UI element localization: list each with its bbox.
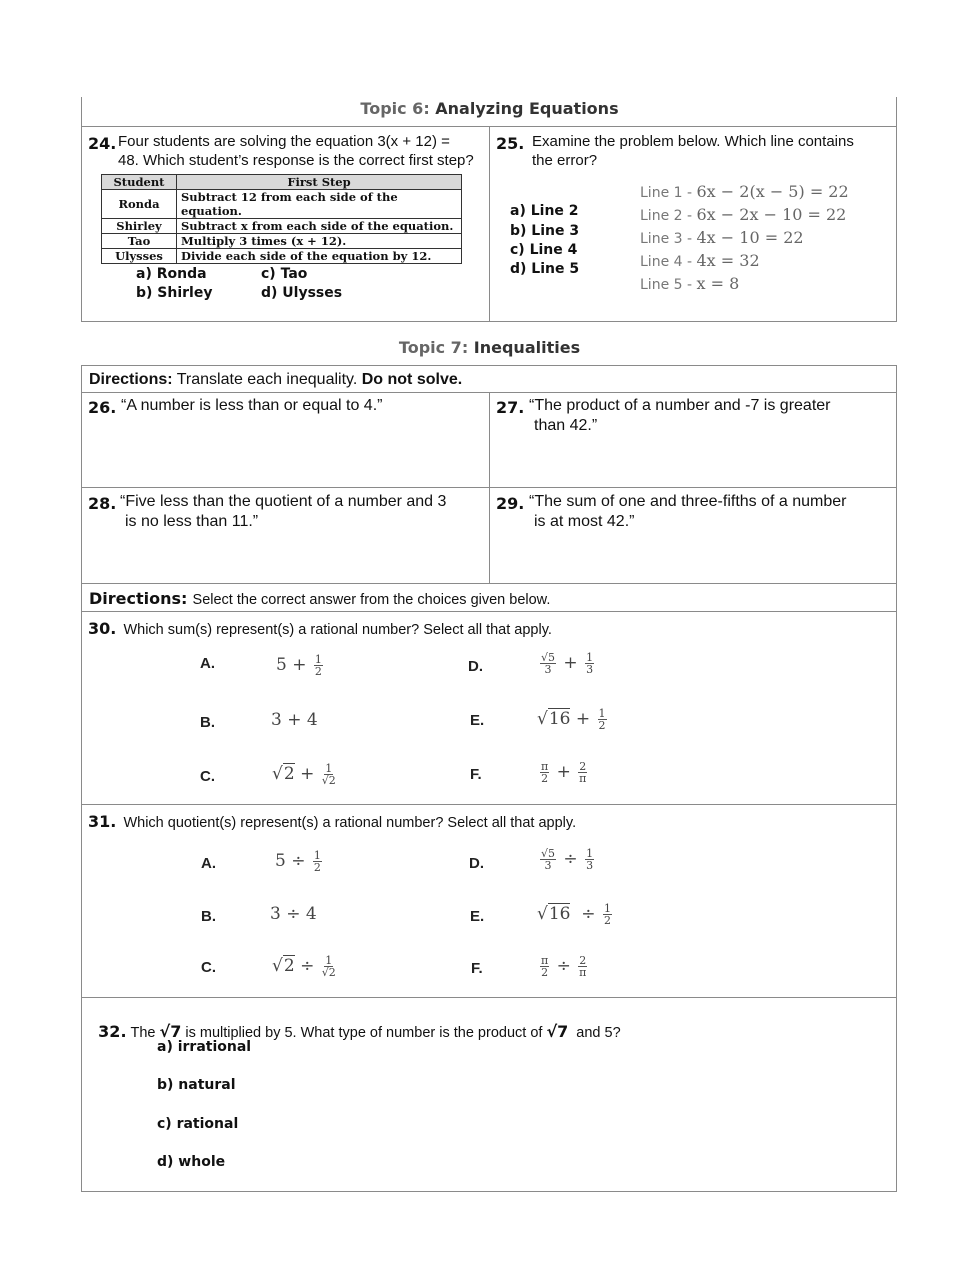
problem-line-2: Line 2 - 6x − 2x − 10 = 22 — [640, 205, 847, 224]
q25-choice-b[interactable]: b) Line 3 — [510, 223, 580, 239]
problem-line-1: Line 1 - 6x − 2(x − 5) = 22 — [640, 182, 849, 201]
divider — [81, 804, 897, 805]
sqrt-7-symbol: √7 — [159, 1022, 182, 1041]
q30-option-b[interactable]: B. — [200, 714, 215, 731]
directions-select: Directions: Select the correct answer from the choices given below. — [89, 589, 551, 608]
topic-7-title — [0, 338, 979, 357]
q30-option-c[interactable]: C. — [200, 768, 215, 785]
q30-expr-a: 5 + $\frac{1}{2}$ — [276, 653, 322, 678]
problem-line-5: Line 5 - x = 8 — [640, 274, 740, 293]
q25-choice-a[interactable]: a) Line 2 — [510, 203, 579, 219]
question-number: 25. — [496, 134, 525, 153]
q31-expr-f: $\frac{\pi}{2}$ ÷ $\frac{2}{\pi}$ — [541, 954, 587, 979]
topic-7-prefix: Topic 7: — [398, 338, 474, 357]
q32-choice-a[interactable]: a) irrational — [157, 1039, 252, 1055]
table-row: Ronda Subtract 12 from each side of the equation. — [102, 190, 462, 219]
question-24-text: Four students are solving the equation 3(x + 12) = 48. Which student’s response is the correct first step? — [118, 133, 474, 169]
question-29-text: “The sum of one and three-fifths of a number is at most 42.” — [529, 493, 847, 530]
question-number: 30. — [88, 619, 117, 638]
problem-line-4: Line 4 - 4x = 32 — [640, 251, 760, 270]
q24-choice-a[interactable]: a) Ronda — [136, 266, 207, 282]
question-number: 26. — [88, 398, 117, 417]
sqrt-7-symbol: √7 — [546, 1022, 569, 1041]
q31-option-a[interactable]: A. — [201, 855, 216, 872]
q25-choice-c[interactable]: c) Line 4 — [510, 242, 578, 258]
answer-area-29[interactable] — [490, 536, 896, 582]
question-30 — [88, 619, 552, 640]
q25-choice-d[interactable]: d) Line 5 — [510, 261, 580, 277]
topic-6-prefix: Topic 6: — [360, 99, 436, 118]
topic-7-name: Inequalities — [473, 338, 581, 357]
question-number: 27. — [496, 398, 525, 417]
question-32: 32. The √7 is multiplied by 5. What type of number is the product of √7 and 5? — [98, 1022, 621, 1041]
question-number: 29. — [496, 494, 525, 513]
q30-expr-e: √16 + $\frac{1}{2}$ — [537, 707, 606, 732]
divider — [81, 611, 897, 612]
q31-expr-a: 5 ÷ $\frac{1}{2}$ — [275, 849, 321, 874]
question-31-text: Which quotient(s) represent(s) a rational number? Select all that apply. — [123, 815, 577, 831]
q32-choice-c[interactable]: c) rational — [157, 1116, 239, 1132]
answer-area-26[interactable] — [82, 420, 488, 486]
question-30-text: Which sum(s) represent(s) a rational number? Select all that apply. — [123, 622, 552, 638]
q32-choice-b[interactable]: b) natural — [157, 1077, 236, 1093]
topic6-column-divider — [489, 126, 490, 322]
q24-choice-c[interactable]: c) Tao — [261, 266, 308, 282]
directions-emphasis: Do not solve. — [361, 371, 463, 388]
answer-area-28[interactable] — [82, 536, 488, 582]
divider — [81, 997, 897, 998]
topic-6-name: Analyzing Equations — [435, 99, 619, 118]
problem-line-3: Line 3 - 4x − 10 = 22 — [640, 228, 804, 247]
answer-area-27[interactable] — [490, 440, 896, 486]
q30-option-e[interactable]: E. — [470, 712, 485, 729]
q30-expr-c: √2 + $\frac{1}{√2}$ — [272, 762, 336, 787]
q24-choice-b[interactable]: b) Shirley — [136, 285, 213, 301]
q31-expr-d: $\frac{√5}{3}$ ÷ $\frac{1}{3}$ — [541, 847, 594, 872]
directions-label: Directions: — [89, 371, 173, 388]
table-row: Tao Multiply 3 times (x + 12). — [102, 234, 462, 249]
topic-6-title — [0, 99, 979, 118]
error-problem-lines — [640, 181, 849, 296]
q31-option-c[interactable]: C. — [201, 959, 216, 976]
q30-option-a[interactable]: A. — [200, 655, 215, 672]
question-number: 32. — [98, 1022, 127, 1041]
student-steps-table — [101, 174, 462, 264]
topic6-left-edge — [81, 97, 82, 322]
q31-option-b[interactable]: B. — [201, 908, 216, 925]
question-27-text: “The product of a number and -7 is greater than 42.” — [529, 397, 831, 434]
question-number: 31. — [88, 812, 117, 831]
question-number: 28. — [88, 494, 117, 513]
q31-expr-c: √2 ÷ $\frac{1}{√2}$ — [272, 954, 336, 979]
q30-expr-b: 3 + 4 — [271, 710, 318, 730]
q31-option-d[interactable]: D. — [469, 855, 484, 872]
q31-option-e[interactable]: E. — [470, 908, 485, 925]
table-row: Ulysses Divide each side of the equation by 12. — [102, 249, 462, 264]
q31-expr-b: 3 ÷ 4 — [270, 904, 317, 924]
directions-label: Directions: — [89, 589, 188, 608]
question-31 — [88, 812, 576, 833]
q24-choice-d[interactable]: d) Ulysses — [261, 285, 343, 301]
question-26-text: “A number is less than or equal to 4.” — [121, 397, 383, 414]
table-header-student: Student — [102, 175, 177, 190]
directions-translate: Directions: Translate each inequality. Do not solve. — [89, 371, 463, 388]
table-row: Shirley Subtract x from each side of the equation. — [102, 219, 462, 234]
q31-expr-e: √16 ÷ $\frac{1}{2}$ — [537, 902, 611, 927]
question-25-text: Examine the problem below. Which line contains the error? — [532, 133, 854, 169]
question-number: 24. — [88, 134, 117, 153]
question-28-text: “Five less than the quotient of a number and 3 is no less than 11.” — [120, 493, 447, 530]
q30-option-d[interactable]: D. — [468, 658, 483, 675]
q30-option-f[interactable]: F. — [470, 766, 482, 783]
q31-option-f[interactable]: F. — [471, 960, 483, 977]
q30-expr-d: $\frac{√5}{3}$ + $\frac{1}{3}$ — [541, 651, 594, 676]
topic6-right-edge — [896, 97, 897, 322]
table-header-first-step: First Step — [177, 175, 462, 190]
q32-choice-d[interactable]: d) whole — [157, 1154, 226, 1170]
q30-expr-f: $\frac{\pi}{2}$ + $\frac{2}{\pi}$ — [541, 760, 587, 785]
